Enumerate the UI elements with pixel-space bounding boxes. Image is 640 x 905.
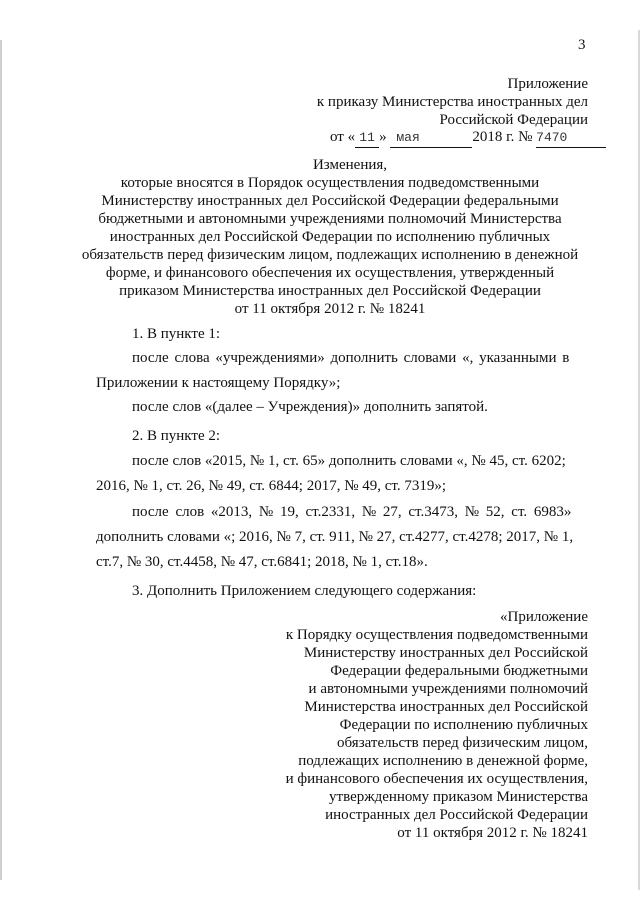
date-prefix: от « — [330, 129, 356, 145]
page-number: 3 — [578, 37, 586, 53]
date-day: 11 — [355, 129, 379, 148]
header-federation: Российской Федерации — [439, 112, 588, 128]
appendix-line: к Порядку осуществления подведомственными — [285, 627, 588, 643]
appendix-line: подлежащих исполнению в денежной форме, — [298, 753, 588, 769]
title-line: форме, и финансового обеспечения их осуществления, утвержденный — [105, 265, 555, 281]
title-line: обязательств перед физическим лицом, подлежащих исполнению в денежной — [81, 247, 579, 263]
header-date-line — [330, 128, 606, 148]
appendix-line: Министерства иностранных дел Российской — [304, 699, 588, 715]
paragraph-3-heading: 3. Дополнить Приложением следующего содержания: — [132, 583, 477, 599]
appendix-line: утвержденному приказом Министерства — [329, 789, 588, 805]
appendix-line: «Приложение — [499, 609, 588, 625]
paragraph-2b-line2: дополнить словами «; 2016, № 7, ст. 911, № 27, ст.4277, ст.4278; 2017, № 1, — [96, 529, 574, 545]
order-number: 7470 — [536, 129, 606, 148]
paragraph-2-heading: 2. В пункте 2: — [132, 428, 221, 444]
date-month: мая — [390, 129, 472, 148]
appendix-line: Федерации федеральными бюджетными — [330, 663, 588, 679]
date-year: 2018 г. № — [472, 129, 533, 145]
paragraph-2a-line2: 2016, № 1, ст. 26, № 49, ст. 6844; 2017, № 49, ст. 7319»; — [96, 478, 447, 494]
paragraph-2a-line1: после слов «2015, № 1, ст. 65» дополнить словами «, № 45, ст. 6202; — [132, 453, 566, 469]
appendix-line: Министерству иностранных дел Российской — [303, 645, 588, 661]
title-line: иностранных дел Российской Федерации по исполнению публичных — [109, 229, 551, 245]
paragraph-1a-line1: после слова «учреждениями» дополнить словами «, указанными в — [132, 350, 570, 366]
paragraph-2b-line1: после слов «2013, № 19, ст.2331, № 27, ст.3473, № 52, ст. 6983» — [132, 504, 572, 520]
title-line: которые вносятся в Порядок осуществления подведомственными — [120, 175, 540, 191]
appendix-line: и финансового обеспечения их осуществления, — [285, 771, 588, 787]
date-mid: » — [379, 129, 387, 145]
header-order-ref: к приказу Министерства иностранных дел — [316, 94, 588, 110]
title-line: бюджетными и автономными учреждениями полномочий Министерства — [98, 211, 562, 227]
paragraph-1-heading: 1. В пункте 1: — [132, 326, 221, 342]
appendix-line: иностранных дел Российской Федерации — [325, 807, 588, 823]
appendix-line: и автономными учреждениями полномочий — [308, 681, 588, 697]
paragraph-1b: после слов «(далее – Учреждения)» дополнить запятой. — [132, 399, 488, 415]
appendix-line: Федерации по исполнению публичных — [339, 717, 588, 733]
title-heading: Изменения, — [312, 157, 388, 173]
appendix-line: от 11 октября 2012 г. № 18241 — [397, 825, 588, 841]
paragraph-1a-line2: Приложении к настоящему Порядку»; — [96, 375, 341, 391]
title-line: от 11 октября 2012 г. № 18241 — [234, 301, 426, 317]
title-line: Министерству иностранных дел Российской Федерации федеральными — [101, 193, 559, 209]
paragraph-2b-line3: ст.7, № 30, ст.4458, № 47, ст.6841; 2018, № 1, ст.18». — [96, 554, 428, 570]
header-appendix-label: Приложение — [507, 76, 588, 92]
appendix-line: обязательств перед физическим лицом, — [337, 735, 588, 751]
title-line: приказом Министерства иностранных дел Российской Федерации — [119, 283, 541, 299]
